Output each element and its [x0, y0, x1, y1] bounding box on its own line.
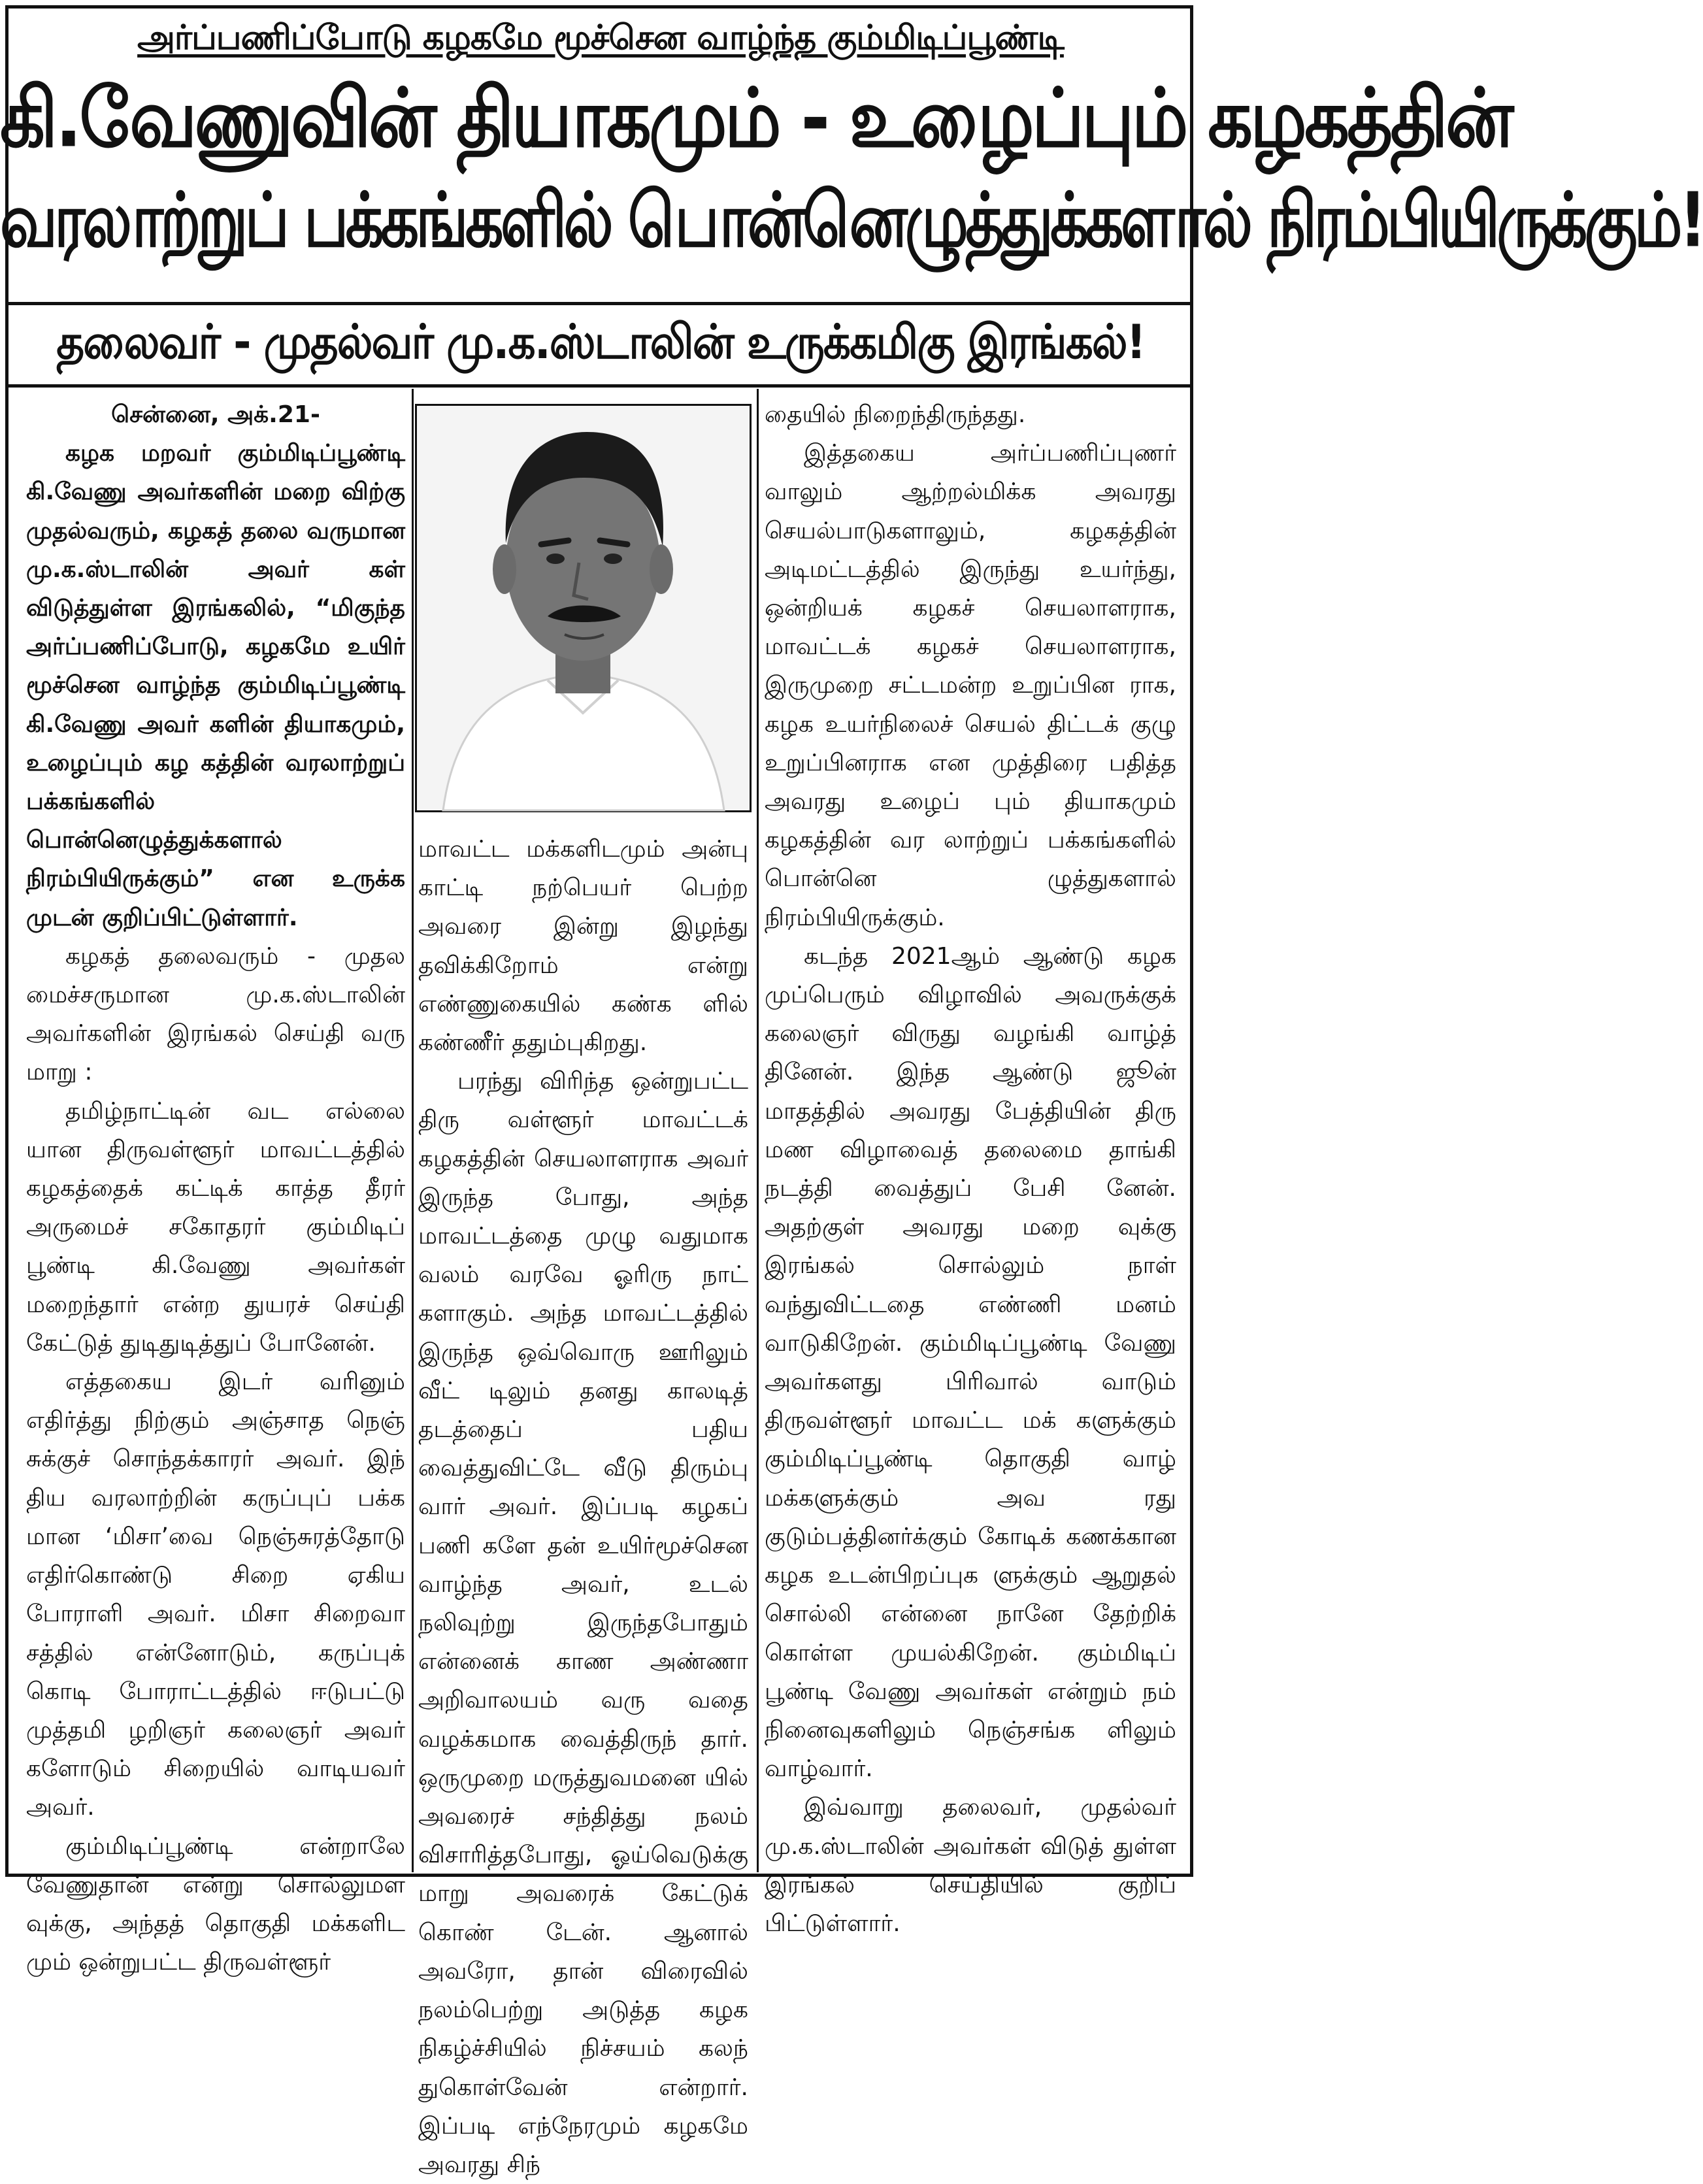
lead-paragraph: கழக மறவர் கும்மிடிப்பூண்டி கி.வேணு அவர்களின் மறை விற்கு முதல்வரும், கழகத் தலை வருமான மு.க.ஸ்டாலின் அவர் கள் விடுத்துள்ள இரங்கலில், “மிகுந்த அர்ப்பணிப்போடு, கழகமே உயிர் மூச்சென வாழ்ந்த கும்மிடிப்பூண்டி கி.வேணு அவர் களின் தியாகமும், உழைப்பும் கழ கத்தின் வரலாற்றுப் பக்கங்களில் பொன்னெழுத்துக்களால் நிரம்பியிருக்கும்” என உருக்க முடன் குறிப்பிட்டுள்ளார். — [26, 440, 405, 931]
column-2-paragraph-1: மாவட்ட மக்களிடமும் அன்பு காட்டி நற்பெயர் பெற்ற அவரை இன்று இழந்து தவிக்கிறோம் என்று எண்ணுகையில் கண்க ளில் கண்ணீர் ததும்புகிறது. — [418, 836, 748, 1057]
column-3-paragraph-4: இவ்வாறு தலைவர், முதல்வர் மு.க.ஸ்டாலின் அவர்கள் விடுத் துள்ள இரங்கல் செய்தியில் குறிப் பிட்டுள்ளார். — [765, 1794, 1176, 1937]
column-1-paragraph-4: கும்மிடிப்பூண்டி என்றாலே வேணுதான் என்று சொல்லுமள வுக்கு, அந்தத் தொகுதி மக்களிட மும் ஒன்றுபட்ட திருவள்ளூர் — [26, 1832, 405, 1976]
headline-line-2: வரலாற்றுப் பக்கங்களில் பொன்னெழுத்துக்களால் நிரம்பியிருக்கும்! — [0, 176, 1703, 264]
headline-line-1: கி.வேணுவின் தியாகமும் - உழைப்பும் கழகத்தின் — [0, 71, 1512, 166]
column-1 — [26, 395, 405, 1981]
column-1-paragraph-2: தமிழ்நாட்டின் வட எல்லை யான திருவள்ளூர் மாவட்டத்தில் கழகத்தைக் கட்டிக் காத்த தீரர் அருமைச் சகோதரர் கும்மிடிப் பூண்டி கி.வேணு அவர்கள் மறைந்தார் என்ற துயரச் செய்தி கேட்டுத் துடிதுடித்துப் போனேன். — [26, 1097, 405, 1357]
column-3-paragraph-3: கடந்த 2021ஆம் ஆண்டு கழக முப்பெரும் விழாவில் அவருக்குக் கலைஞர் விருது வழங்கி வாழ்த் தினேன். இந்த ஆண்டு ஜூன் மாதத்தில் அவரது பேத்தியின் திரு மண விழாவைத் தலைமை தாங்கி நடத்தி வைத்துப் பேசி னேன். அதற்குள் அவரது மறை வுக்கு இரங்கல் சொல்லும் நாள் வந்துவிட்டதை எண்ணி மனம் வாடுகிறேன். கும்மிடிப்பூண்டி வேணு அவர்களது பிரிவால் வாடும் திருவள்ளூர் மாவட்ட மக் களுக்கும் கும்மிடிப்பூண்டி தொகுதி வாழ் மக்களுக்கும் அவ ரது குடும்பத்தினர்க்கும் கோடிக் கணக்கான கழக உடன்பிறப்புக ளுக்கும் ஆறுதல் சொல்லி என்னை நானே தேற்றிக் கொள்ள முயல்கிறேன். கும்மிடிப் பூண்டி வேணு அவர்கள் என்றும் நம் நினைவுகளிலும் நெஞ்சங்க ளிலும் வாழ்வார். — [765, 942, 1176, 1783]
column-1-paragraph-1: கழகத் தலைவரும் - முதல மைச்சருமான மு.க.ஸ்டாலின் அவர்களின் இரங்கல் செய்தி வரு மாறு : — [26, 942, 405, 1086]
column-3 — [765, 395, 1176, 1943]
portrait-photo — [415, 404, 752, 812]
portrait-illustration — [417, 406, 750, 810]
column-divider-1 — [412, 389, 414, 1872]
column-1-paragraph-3: எத்தகைய இடர் வரினும் எதிர்த்து நிற்கும் அஞ்சாத நெஞ் சுக்குச் சொந்தக்காரர் அவர். இந் திய வரலாற்றின் கருப்புப் பக்க மான ‘மிசா’வை நெஞ்சுரத்தோடு எதிர்கொண்டு சிறை ஏகிய போராளி அவர். மிசா சிறைவா சத்தில் என்னோடும், கருப்புக் கொடி போராட்டத்தில் ஈடுபட்டு முத்தமி ழறிஞர் கலைஞர் அவர் களோடும் சிறையில் வாடியவர் அவர். — [26, 1368, 405, 1821]
kicker-line: அர்ப்பணிப்போடு கழகமே மூச்சென வாழ்ந்த கும்மிடிப்பூண்டி — [137, 18, 1064, 58]
column-divider-2 — [757, 389, 759, 1872]
column-2-paragraph-2: பரந்து விரிந்த ஒன்றுபட்ட திரு வள்ளூர் மாவட்டக் கழகத்தின் செயலாளராக அவர் இருந்த போது, அந்த மாவட்டத்தை முழு வதுமாக வலம் வரவே ஓரிரு நாட் களாகும். அந்த மாவட்டத்தில் இருந்த ஒவ்வொரு ஊரிலும் வீட் டிலும் தனது காலடித் தடத்தைப் பதிய வைத்துவிட்டே வீடு திரும்பு வார் அவர். இப்படி கழகப் பணி களே தன் உயிர்மூச்சென வாழ்ந்த அவர், உடல் நலிவுற்று இருந்தபோதும் என்னைக் காண அண்ணா அறிவாலயம் வரு வதை வழக்கமாக வைத்திருந் தார். ஒருமுறை மருத்துவமனை யில் அவரைச் சந்தித்து நலம் விசாரித்தபோது, ஓய்வெடுக்கு மாறு அவரைக் கேட்டுக் கொண் டேன். ஆனால் அவரோ, தான் விரைவில் நலம்பெற்று அடுத்த கழக நிகழ்ச்சியில் நிச்சயம் கலந் துகொள்வேன் என்றார். இப்படி எந்நேரமும் கழகமே அவரது சிந் — [418, 1068, 748, 2178]
subheadline-divider — [5, 384, 1193, 388]
column-3-paragraph-2: இத்தகைய அர்ப்பணிப்புணர் வாலும் ஆற்றல்மிக்க அவரது செயல்பாடுகளாலும், கழகத்தின் அடிமட்டத்தில் இருந்து உயர்ந்து, ஒன்றியக் கழகச் செயலாளராக, மாவட்டக் கழகச் செயலாளராக, இருமுறை சட்டமன்ற உறுப்பின ராக, கழக உயர்நிலைச் செயல் திட்டக் குழு உறுப்பினராக என முத்திரை பதித்த அவரது உழைப் பும் தியாகமும் கழகத்தின் வர லாற்றுப் பக்கங்களில் பொன்னெ ழுத்துகளால் நிரம்பியிருக்கும். — [765, 440, 1176, 931]
dateline: சென்னை, அக்.21- — [111, 401, 320, 428]
subheadline: தலைவர் - முதல்வர் மு.க.ஸ்டாலின் உருக்கமிகு இரங்கல்! — [56, 314, 1145, 370]
column-2 — [418, 830, 748, 2184]
headline-divider — [5, 302, 1193, 305]
column-3-paragraph-1: தையில் நிறைந்திருந்தது. — [765, 401, 1026, 428]
